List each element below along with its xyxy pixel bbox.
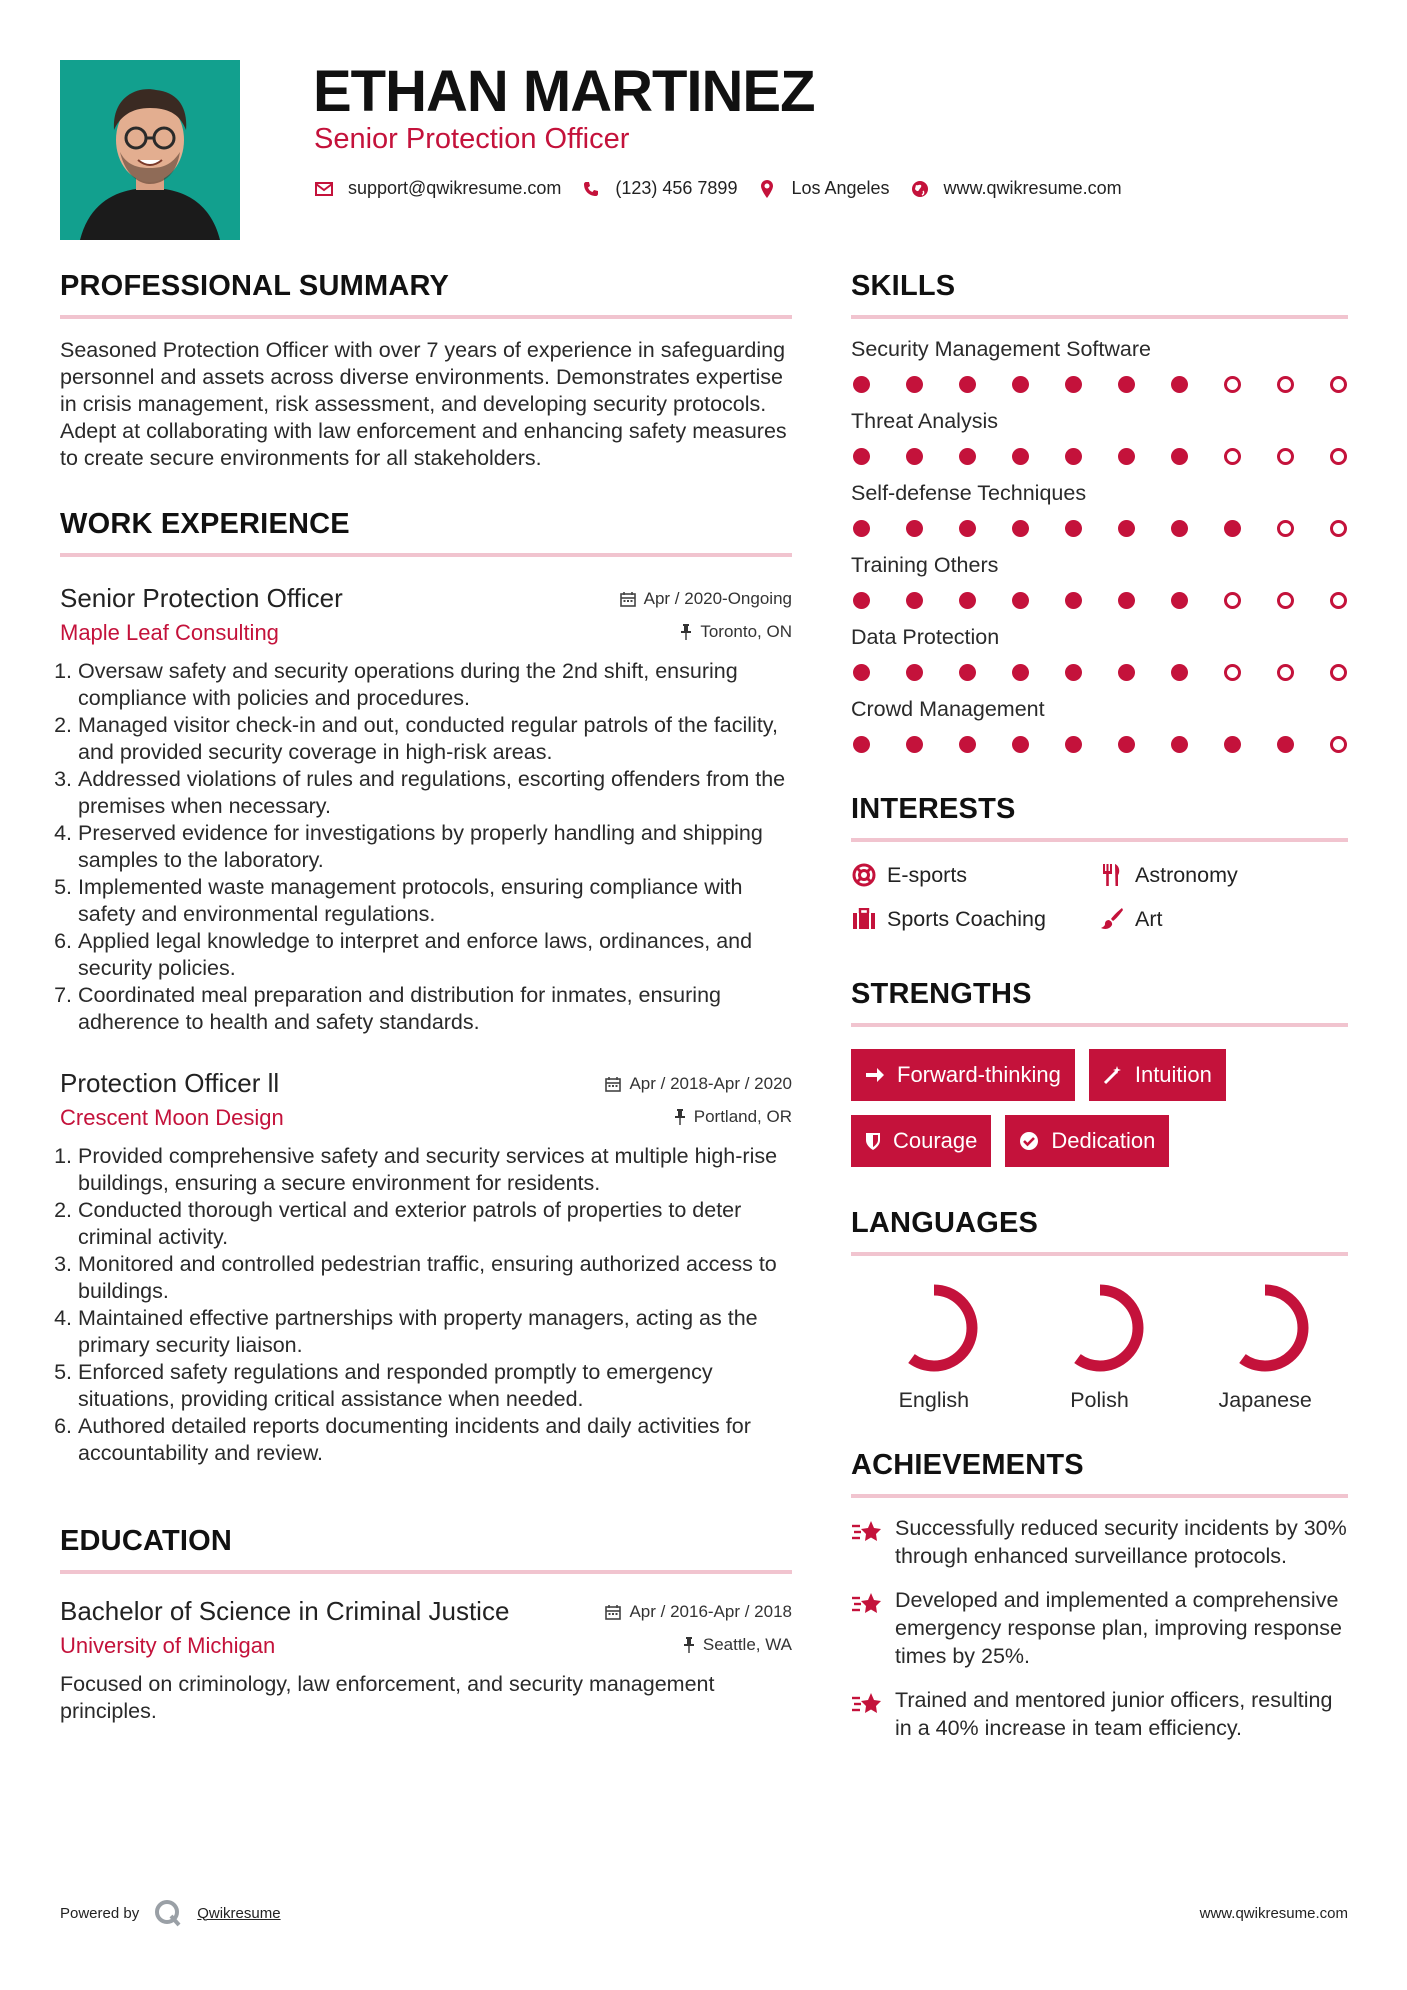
rating-dot-filled <box>853 520 870 537</box>
rating-dot-filled <box>1012 448 1029 465</box>
education-description: Focused on criminology, law enforcement, and security management principles. <box>60 1672 715 1723</box>
rating-dot-filled <box>1171 376 1188 393</box>
rating-dot-filled <box>906 448 923 465</box>
rating-dot-empty <box>1224 592 1241 609</box>
rating-dot-filled <box>1012 592 1029 609</box>
rating-dot-filled <box>1224 736 1241 753</box>
rating-dot-empty <box>1330 376 1347 393</box>
envelope-icon <box>314 179 334 199</box>
rating-dot-filled <box>1012 664 1029 681</box>
footer-powered-by <box>60 1898 281 1928</box>
rating-dot-filled <box>1065 592 1082 609</box>
job-dates-text: Apr / 2020-Ongoing <box>643 589 792 608</box>
rating-dot-filled <box>1118 520 1135 537</box>
list-item: 6. Authored detailed reports documenting incidents and daily activities for accountability and review. <box>78 1413 792 1467</box>
list-item: 7. Coordinated meal preparation and distribution for inmates, ensuring adherence to health and safety standards. <box>78 982 792 1036</box>
list-item: 5. Enforced safety regulations and responded promptly to emergency situations, providing critical assistance when needed. <box>78 1359 792 1413</box>
list-item: 3. Addressed violations of rules and regulations, escorting offenders from the premises when necessary. <box>78 766 792 820</box>
rating-dot-filled <box>853 592 870 609</box>
language-proficiency-ring <box>1217 1280 1313 1376</box>
magic-wand-icon <box>1103 1065 1123 1085</box>
list-item: 4. Maintained effective partnerships with property managers, acting as the primary security liaison. <box>78 1305 792 1359</box>
skill-rating <box>851 520 1347 537</box>
skill-name: Self-defense Techniques <box>851 481 1087 505</box>
section-title-strengths: STRENGTHS <box>851 978 1348 1027</box>
achievement-item <box>851 1686 1348 1742</box>
education-dates-text: Apr / 2016-Apr / 2018 <box>629 1602 792 1621</box>
interest-item <box>1099 906 1347 932</box>
rating-dot-empty <box>1277 376 1294 393</box>
pin-icon <box>674 1109 686 1125</box>
strength-label: Forward-thinking <box>897 1062 1061 1087</box>
interest-label: Art <box>1135 906 1163 931</box>
rating-dot-filled <box>1118 448 1135 465</box>
list-item: 1. Oversaw safety and security operations during the 2nd shift, ensuring compliance with policies and procedures. <box>78 658 792 712</box>
rating-dot-filled <box>906 664 923 681</box>
skill-item <box>851 553 1348 609</box>
list-item: 1. Provided comprehensive safety and security services at multiple high-rise buildings, ensuring a secure environment for residents. <box>78 1143 792 1197</box>
right-column <box>851 270 1348 1742</box>
job-title: Protection Officer ll <box>60 1068 280 1098</box>
rating-dot-filled <box>1065 736 1082 753</box>
list-item: 6. Applied legal knowledge to interpret and enforce laws, ordinances, and security policies. <box>78 928 792 982</box>
email-text: support@qwikresume.com <box>348 178 562 198</box>
rating-dot-filled <box>1171 520 1188 537</box>
skill-item <box>851 697 1348 753</box>
job-company: Maple Leaf Consulting <box>60 620 279 645</box>
interest-label: Sports Coaching <box>887 906 1046 931</box>
skill-rating <box>851 592 1347 609</box>
interest-label: E-sports <box>887 862 968 887</box>
rating-dot-empty <box>1330 592 1347 609</box>
interest-item <box>851 862 1099 888</box>
section-title-education: EDUCATION <box>60 1525 792 1574</box>
rating-dot-filled <box>853 376 870 393</box>
rating-dot-empty <box>1330 664 1347 681</box>
interest-item <box>851 906 1099 932</box>
globe-icon <box>910 179 930 199</box>
rating-dot-filled <box>1118 376 1135 393</box>
rating-dot-filled <box>853 664 870 681</box>
rating-dot-filled <box>959 592 976 609</box>
map-pin-icon <box>757 179 777 199</box>
rating-dot-filled <box>906 376 923 393</box>
strengths-list <box>851 1049 1348 1167</box>
skill-rating <box>851 664 1347 681</box>
job-responsibilities <box>60 658 792 1036</box>
rating-dot-filled <box>959 736 976 753</box>
rating-dot-empty <box>1330 448 1347 465</box>
job-dates <box>605 1074 792 1094</box>
list-item: 4. Preserved evidence for investigations by properly handling and shipping samples to the laboratory. <box>78 820 792 874</box>
list-item: 2. Managed visitor check-in and out, conducted regular patrols of the facility, and provided security coverage in high-risk areas. <box>78 712 792 766</box>
contact-location <box>757 178 889 199</box>
job-entry <box>60 583 792 1036</box>
language-name: English <box>898 1388 970 1412</box>
candidate-name: ETHAN MARTINEZ <box>313 59 815 124</box>
education-location <box>683 1635 792 1655</box>
utensils-icon <box>1099 862 1125 888</box>
rating-dot-filled <box>1118 592 1135 609</box>
section-title-interests: INTERESTS <box>851 793 1348 842</box>
contact-website[interactable] <box>910 178 1122 199</box>
rating-dot-filled <box>1171 448 1188 465</box>
rating-dot-filled <box>959 664 976 681</box>
summary-text: Seasoned Protection Officer with over 7 years of experience in safeguarding personnel and assets across diverse environments. Demonstrates expertise in crisis management, risk assessment, and developing security protocols. Adept at collaborating with law enforcement and enhancing safety measures to create secure environments for all stakeholders. <box>60 338 787 470</box>
shield-icon <box>865 1131 881 1151</box>
rating-dot-filled <box>959 448 976 465</box>
job-location <box>680 622 792 642</box>
rating-dot-empty <box>1330 736 1347 753</box>
paintbrush-icon <box>1099 906 1125 932</box>
job-responsibilities <box>60 1143 792 1467</box>
pin-icon <box>680 624 692 640</box>
briefcase-icon <box>851 906 877 932</box>
strength-badge <box>851 1115 991 1167</box>
skill-name: Threat Analysis <box>851 409 998 433</box>
candidate-title: Senior Protection Officer <box>314 123 630 155</box>
rating-dot-empty <box>1224 376 1241 393</box>
shooting-star-icon <box>851 1586 885 1670</box>
strength-badge <box>851 1049 1075 1101</box>
language-name: Japanese <box>1218 1388 1312 1412</box>
achievement-text: Developed and implemented a comprehensive emergency response plan, improving response times by 25%. <box>895 1588 1342 1668</box>
profile-photo <box>60 60 240 240</box>
website-text: www.qwikresume.com <box>943 178 1122 198</box>
education-location-text: Seattle, WA <box>702 1635 792 1654</box>
skill-name: Training Others <box>851 553 999 577</box>
skills-list <box>851 337 1348 753</box>
rating-dot-filled <box>1118 664 1135 681</box>
job-entry <box>60 1068 792 1467</box>
rating-dot-filled <box>1012 520 1029 537</box>
skill-name: Crowd Management <box>851 697 1045 721</box>
strength-badge <box>1089 1049 1226 1101</box>
rating-dot-empty <box>1224 448 1241 465</box>
section-title-achievements: ACHIEVEMENTS <box>851 1449 1348 1498</box>
contact-email[interactable] <box>314 178 561 199</box>
proficiency-arc <box>1227 1290 1303 1366</box>
language-proficiency-ring <box>1052 1280 1148 1376</box>
shooting-star-icon <box>851 1514 885 1570</box>
skill-rating <box>851 448 1347 465</box>
contact-phone[interactable] <box>581 178 737 199</box>
footer-website[interactable]: www.qwikresume.com <box>1199 1905 1348 1922</box>
language-item <box>1017 1280 1183 1413</box>
interests-list <box>851 862 1348 932</box>
skill-item <box>851 625 1348 681</box>
achievement-item <box>851 1514 1348 1570</box>
rating-dot-empty <box>1224 664 1241 681</box>
job-location-text: Toronto, ON <box>700 622 792 641</box>
rating-dot-filled <box>959 520 976 537</box>
lifebuoy-icon <box>851 862 877 888</box>
rating-dot-filled <box>1118 736 1135 753</box>
language-name: Polish <box>1070 1388 1129 1412</box>
job-company: Crescent Moon Design <box>60 1105 284 1130</box>
proficiency-arc <box>1062 1290 1138 1366</box>
skill-item <box>851 409 1348 465</box>
list-item: 2. Conducted thorough vertical and exterior patrols of properties to deter criminal activity. <box>78 1197 792 1251</box>
job-dates-text: Apr / 2018-Apr / 2020 <box>629 1074 792 1093</box>
skill-item <box>851 337 1348 393</box>
job-location-text: Portland, OR <box>693 1107 792 1126</box>
pin-icon <box>683 1637 695 1653</box>
rating-dot-empty <box>1277 448 1294 465</box>
rating-dot-empty <box>1277 664 1294 681</box>
section-title-experience: WORK EXPERIENCE <box>60 508 792 557</box>
rating-dot-filled <box>906 736 923 753</box>
school-name: University of Michigan <box>60 1633 276 1658</box>
calendar-icon <box>605 1076 621 1092</box>
rating-dot-filled <box>1012 376 1029 393</box>
location-text: Los Angeles <box>791 178 890 198</box>
job-dates <box>620 589 792 609</box>
rating-dot-filled <box>1171 664 1188 681</box>
rating-dot-filled <box>906 592 923 609</box>
language-item <box>851 1280 1017 1413</box>
skill-rating <box>851 376 1347 393</box>
check-circle-icon <box>1019 1131 1039 1151</box>
qwikresume-logo-icon <box>153 1898 183 1928</box>
achievements-list <box>851 1514 1348 1742</box>
interest-label: Astronomy <box>1135 862 1238 887</box>
interest-item <box>1099 862 1347 888</box>
rating-dot-empty <box>1330 520 1347 537</box>
qwikresume-link[interactable]: Qwikresume <box>197 1904 281 1922</box>
left-column <box>60 270 792 1725</box>
powered-by-text: Powered by <box>60 1904 140 1922</box>
skill-name: Security Management Software <box>851 337 1151 361</box>
rating-dot-filled <box>1065 376 1082 393</box>
language-proficiency-ring <box>886 1280 982 1376</box>
shooting-star-icon <box>851 1686 885 1742</box>
job-location <box>674 1107 792 1127</box>
achievement-item <box>851 1586 1348 1670</box>
rating-dot-filled <box>1065 520 1082 537</box>
strength-badge <box>1005 1115 1169 1167</box>
rating-dot-filled <box>1012 736 1029 753</box>
section-title-skills: SKILLS <box>851 270 1348 319</box>
section-title-languages: LANGUAGES <box>851 1207 1348 1256</box>
language-item <box>1182 1280 1348 1413</box>
strength-label: Dedication <box>1051 1128 1156 1153</box>
contact-bar <box>314 178 1142 199</box>
list-item: 5. Implemented waste management protocols, ensuring compliance with safety and environmental regulations. <box>78 874 792 928</box>
rating-dot-filled <box>1224 520 1241 537</box>
rating-dot-filled <box>1065 664 1082 681</box>
rating-dot-filled <box>853 448 870 465</box>
rating-dot-filled <box>906 520 923 537</box>
rating-dot-filled <box>1171 736 1188 753</box>
degree-title: Bachelor of Science in Criminal Justice <box>60 1596 510 1626</box>
skill-name: Data Protection <box>851 625 1000 649</box>
section-title-summary: PROFESSIONAL SUMMARY <box>60 270 792 319</box>
rating-dot-empty <box>1277 520 1294 537</box>
calendar-icon <box>605 1604 621 1620</box>
education-dates <box>605 1602 792 1622</box>
proficiency-arc <box>896 1290 972 1366</box>
achievement-text: Successfully reduced security incidents by 30% through enhanced surveillance protocols. <box>895 1516 1347 1568</box>
languages-list <box>851 1280 1348 1413</box>
calendar-icon <box>620 591 636 607</box>
achievement-text: Trained and mentored junior officers, resulting in a 40% increase in team efficiency. <box>895 1688 1333 1740</box>
strength-label: Courage <box>893 1128 978 1153</box>
rating-dot-filled <box>853 736 870 753</box>
rating-dot-filled <box>1171 592 1188 609</box>
rating-dot-filled <box>1277 736 1294 753</box>
skill-item <box>851 481 1348 537</box>
skill-rating <box>851 736 1347 753</box>
phone-text: (123) 456 7899 <box>615 178 738 198</box>
strength-label: Intuition <box>1134 1062 1212 1087</box>
education-entry <box>60 1596 792 1725</box>
rating-dot-filled <box>959 376 976 393</box>
phone-icon <box>581 179 601 199</box>
rating-dot-empty <box>1277 592 1294 609</box>
rating-dot-filled <box>1065 448 1082 465</box>
job-title: Senior Protection Officer <box>60 583 343 613</box>
list-item: 3. Monitored and controlled pedestrian traffic, ensuring authorized access to buildings. <box>78 1251 792 1305</box>
arrow-right-icon <box>865 1066 885 1084</box>
